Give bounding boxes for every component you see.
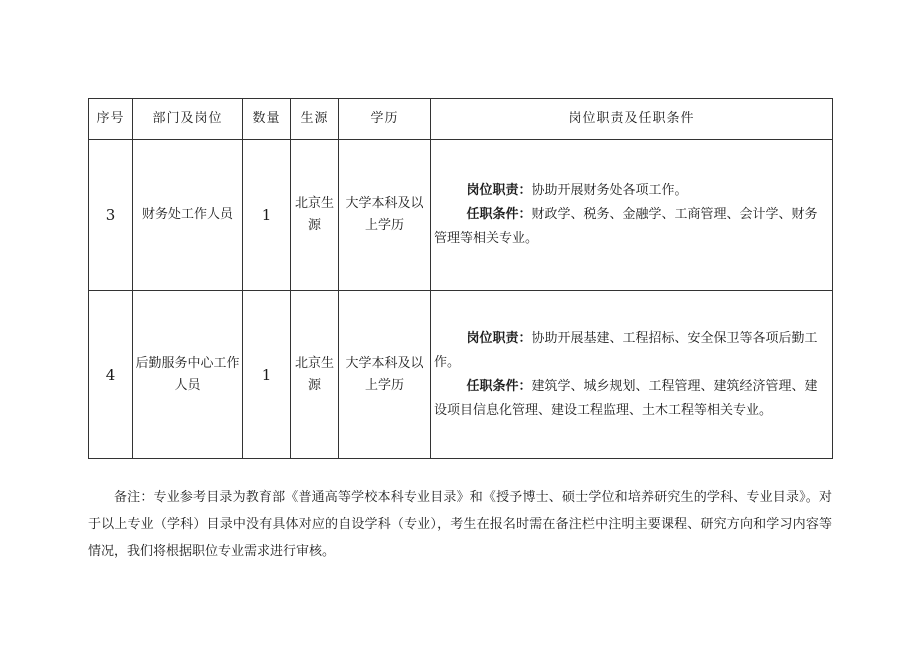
duty-label: 岗位职责： — [466, 183, 532, 198]
qualification-text: 财政学、税务、金融学、工商管理、会计学、财务管理等相关专业。 — [434, 207, 818, 246]
duty-label: 岗位职责： — [466, 330, 532, 346]
row-source: 北京生源 — [291, 140, 339, 291]
qualification-text: 建筑学、城乡规划、工程管理、建筑经济管理、建设项目信息化管理、建设工程监理、土木工程等相关专业。 — [434, 378, 818, 418]
duty-text: 协助开展财务处各项工作。 — [531, 183, 688, 198]
qualification-line — [434, 203, 829, 251]
header-source: 生源 — [291, 99, 339, 140]
footnote: 备注：专业参考目录为教育部《普通高等学校本科专业目录》和《授予博士、硕士学位和培养研究生的学科、专业目录》。对于以上专业（学科）目录中没有具体对应的自设学科（专业），考生在报名时需在备注栏中注明主要课程、研究方向和学习内容等情况，我们将根据职位专业需求进行审核。 — [88, 490, 832, 559]
row-count: 1 — [243, 140, 291, 291]
header-dept: 部门及岗位 — [133, 99, 243, 140]
row-requirements — [431, 140, 833, 291]
table-row — [89, 140, 833, 291]
row-education: 大学本科及以上学历 — [339, 291, 431, 459]
qualification-label: 任职条件： — [466, 207, 532, 222]
positions-table — [88, 98, 833, 459]
header-count: 数量 — [243, 99, 291, 140]
row-seq: 4 — [89, 291, 133, 459]
row-count: 1 — [243, 291, 291, 459]
header-requirements: 岗位职责及任职条件 — [431, 99, 833, 140]
table-header-row — [89, 99, 833, 140]
header-education: 学历 — [339, 99, 431, 140]
row-education: 大学本科及以上学历 — [339, 140, 431, 291]
row-dept: 后勤服务中心工作人员 — [133, 291, 243, 459]
duty-text: 协助开展基建、工程招标、安全保卫等各项后勤工作。 — [434, 330, 818, 370]
qualification-label: 任职条件： — [466, 378, 532, 394]
header-seq: 序号 — [89, 99, 133, 140]
row-dept: 财务处工作人员 — [133, 140, 243, 291]
row-source: 北京生源 — [291, 291, 339, 459]
qualification-line — [434, 375, 829, 423]
row-requirements — [431, 291, 833, 459]
table-row — [89, 291, 833, 459]
duty-line — [434, 179, 829, 203]
duty-line — [434, 327, 829, 375]
row-seq: 3 — [89, 140, 133, 291]
